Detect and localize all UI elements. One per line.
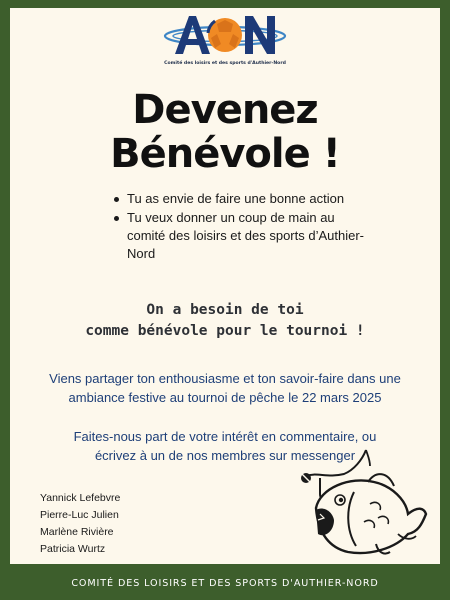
footer-text: COMITÉ DES LOISIRS ET DES SPORTS D'AUTHIER-NORD	[71, 577, 379, 589]
title-line-2: Bénévole !	[110, 131, 340, 177]
aon-logo	[159, 10, 291, 76]
bullet-item: Tu as envie de faire une bonne action	[113, 190, 373, 208]
member-name: Marlène Rivière	[40, 526, 114, 538]
contact-paragraph: Faites-nous part de votre intérêt en commentaire, ou écrivez à un de nos membres sur messenger	[73, 429, 377, 463]
bullet-list	[113, 190, 373, 264]
member-name: Yannick Lefebvre	[40, 492, 121, 504]
member-name: Patricia Wurtz	[40, 543, 106, 555]
member-name: Pierre-Luc Julien	[40, 509, 119, 521]
member-names	[40, 490, 120, 558]
logo-graphic-icon	[159, 10, 291, 62]
fish-hook-icon	[258, 448, 428, 560]
title-line-1: Devenez	[132, 87, 318, 133]
invite-paragraph: Viens partager ton enthousiasme et ton savoir-faire dans une ambiance festive au tournoi de pêche le 22 mars 2025	[49, 371, 401, 405]
need-line-2: comme bénévole pour le tournoi !	[85, 323, 365, 339]
logo-tagline: Comité des loisirs et des sports d'Authier-Nord	[164, 61, 286, 66]
footer-banner	[0, 566, 450, 600]
bullet-item: Tu veux donner un coup de main au comité des loisirs et des sports d’Authier-Nord	[113, 209, 373, 263]
need-line-1: On a besoin de toi	[146, 302, 304, 318]
